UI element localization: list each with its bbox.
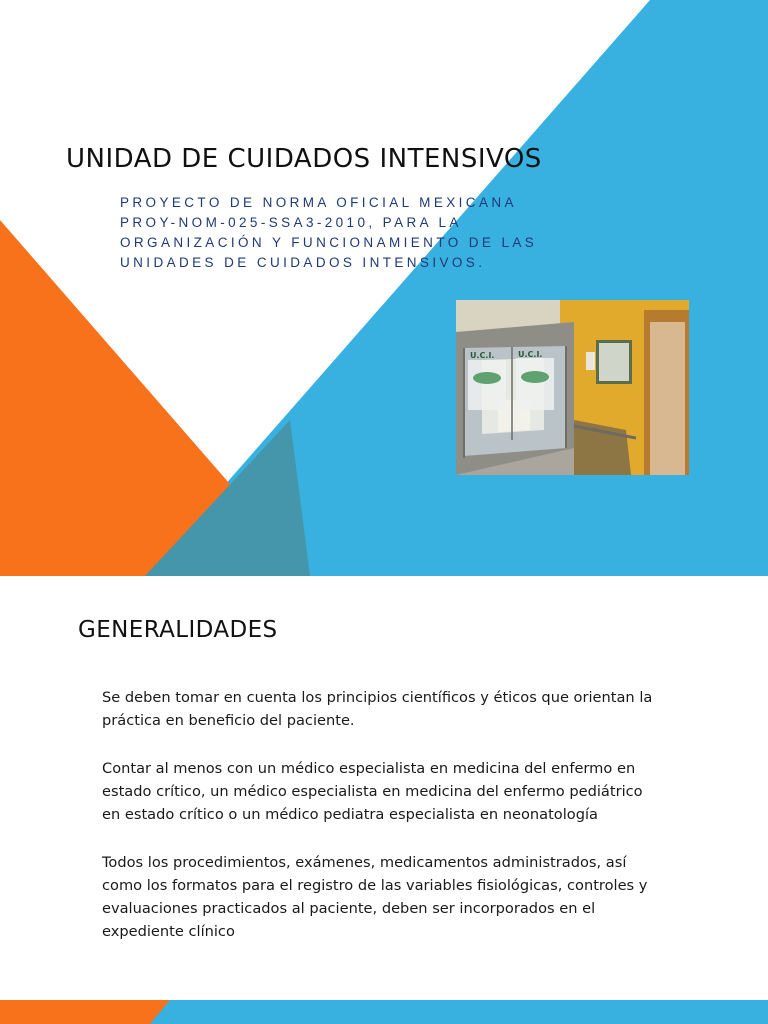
- slide-subtitle: [120, 193, 720, 273]
- paragraph-line: evaluaciones practicados al paciente, deben ser incorporados en el: [102, 900, 596, 917]
- paragraph: [102, 851, 702, 943]
- paragraph-line: expediente clínico: [102, 923, 235, 940]
- bottom-orange-strip: [0, 1000, 170, 1024]
- paragraph-line: como los formatos para el registro de las variables fisiológicas, controles y: [102, 877, 648, 894]
- content-body: [102, 686, 702, 968]
- uci-sign-right: U.C.I.: [518, 350, 543, 359]
- paragraph-line: Se deben tomar en cuenta los principios científicos y éticos que orientan la: [102, 689, 653, 706]
- icu-hallway-photo: [456, 300, 689, 475]
- paragraph-line: estado crítico, un médico especialista en medicina del enfermo pediátrico: [102, 783, 643, 800]
- subtitle-line: PROY-NOM-025-SSA3-2010, PARA LA: [120, 215, 462, 230]
- subtitle-line: ORGANIZACIÓN Y FUNCIONAMIENTO DE LAS: [120, 235, 538, 250]
- paragraph-line: en estado crítico o un médico pediatra especialista en neonatología: [102, 806, 598, 823]
- slide-title-heading: UNIDAD DE CUIDADOS INTENSIVOS: [66, 144, 542, 174]
- uci-sign-left: U.C.I.: [470, 351, 495, 360]
- paragraph-line: Contar al menos con un médico especialista en medicina del enfermo en: [102, 760, 636, 777]
- paragraph-line: práctica en beneficio del paciente.: [102, 712, 355, 729]
- subtitle-line: UNIDADES DE CUIDADOS INTENSIVOS.: [120, 255, 486, 270]
- hallway-illustration: [456, 300, 689, 475]
- paragraph: [102, 686, 702, 732]
- paragraph: [102, 757, 702, 826]
- section-heading: GENERALIDADES: [78, 617, 278, 643]
- paragraph-line: Todos los procedimientos, exámenes, medicamentos administrados, así: [102, 854, 627, 871]
- subtitle-line: PROYECTO DE NORMA OFICIAL MEXICANA: [120, 195, 517, 210]
